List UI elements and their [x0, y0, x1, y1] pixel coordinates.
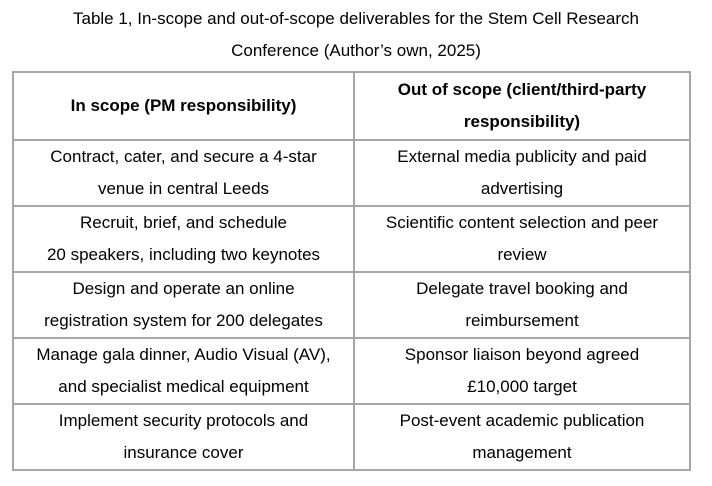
table-row: [13, 404, 690, 470]
header-out-of-scope-line-1: Out of scope (client/third-party: [397, 80, 647, 99]
cell-line: Manage gala dinner, Audio Visual (AV),: [36, 345, 331, 364]
header-out-of-scope: [354, 72, 690, 140]
header-in-scope: [13, 72, 354, 140]
out-of-scope-cell: [354, 140, 690, 206]
cell-line: Scientific content selection and peer: [385, 213, 659, 232]
cell-line: management: [472, 443, 572, 462]
out-of-scope-cell: [354, 272, 690, 338]
in-scope-cell: [13, 206, 354, 272]
out-of-scope-cell: [354, 206, 690, 272]
header-in-scope-text: In scope (PM responsibility): [70, 96, 297, 115]
in-scope-cell: [13, 404, 354, 470]
cell-line: advertising: [480, 179, 564, 198]
scope-table: [12, 71, 691, 471]
cell-line: Implement security protocols and: [58, 411, 309, 430]
out-of-scope-cell: [354, 404, 690, 470]
cell-line: Delegate travel booking and: [416, 279, 628, 298]
cell-line: review: [497, 245, 547, 264]
table-row: [13, 140, 690, 206]
cell-line: reimbursement: [465, 311, 579, 330]
cell-line: External media publicity and paid: [397, 147, 647, 166]
cell-line: insurance cover: [123, 443, 244, 462]
cell-line: venue in central Leeds: [97, 179, 270, 198]
cell-line: registration system for 200 delegates: [44, 311, 323, 330]
cell-line: Recruit, brief, and schedule: [80, 213, 287, 232]
cell-line: and specialist medical equipment: [58, 377, 309, 396]
table-caption: [0, 3, 712, 67]
out-of-scope-cell: [354, 338, 690, 404]
cell-line: Design and operate an online: [72, 279, 295, 298]
table-row: [13, 272, 690, 338]
in-scope-cell: [13, 338, 354, 404]
header-out-of-scope-line-2: responsibility): [463, 112, 581, 131]
cell-line: Sponsor liaison beyond agreed: [404, 345, 640, 364]
in-scope-cell: [13, 140, 354, 206]
in-scope-cell: [13, 272, 354, 338]
table-caption-line-1: Table 1, In-scope and out-of-scope deliverables for the Stem Cell Research: [72, 9, 640, 28]
table-caption-line-2: Conference (Author’s own, 2025): [231, 41, 481, 60]
table-row: [13, 338, 690, 404]
cell-line: £10,000 target: [467, 377, 577, 396]
table-row: [13, 206, 690, 272]
cell-line: Post-event academic publication: [399, 411, 645, 430]
cell-line: 20 speakers, including two keynotes: [46, 245, 321, 264]
table-header-row: [13, 72, 690, 140]
cell-line: Contract, cater, and secure a 4-star: [50, 147, 317, 166]
